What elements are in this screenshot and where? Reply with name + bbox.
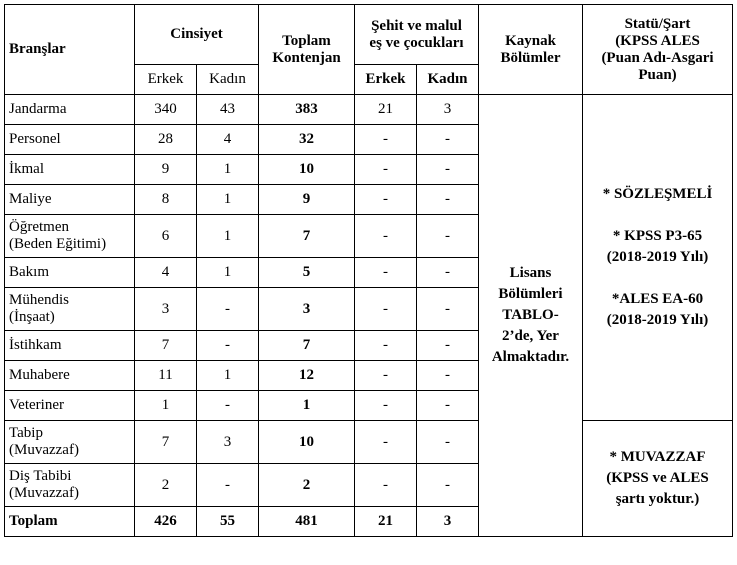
cell-brans <box>5 391 135 421</box>
brans-line: Mühendis <box>9 292 69 308</box>
cell-kadin: - <box>197 331 259 361</box>
header-cinsiyet: Cinsiyet <box>135 5 259 65</box>
brans-line: (Muvazzaf) <box>9 442 79 458</box>
cell-sehit-erkek: - <box>355 215 417 258</box>
cell-sehit-kadin: 3 <box>417 95 479 125</box>
kaynak-line: TABLO- <box>502 307 559 323</box>
cell-total-sehit-erkek: 21 <box>355 507 417 537</box>
header-statu-line-2: (KPSS ALES <box>615 32 700 49</box>
kaynak-line: Bölümleri <box>498 286 563 302</box>
cell-sehit-erkek: 21 <box>355 95 417 125</box>
header-statu-line-1: Statü/Şart <box>624 15 691 32</box>
cell-sehit-kadin: - <box>417 331 479 361</box>
cell-brans <box>5 125 135 155</box>
brans-line: (Beden Eğitimi) <box>9 236 107 252</box>
statu-line: *ALES EA-60 <box>611 291 704 307</box>
cell-sehit-kadin: - <box>417 361 479 391</box>
cell-sehit-erkek: - <box>355 288 417 331</box>
cell-toplam: 2 <box>259 464 355 507</box>
table-row <box>5 421 733 464</box>
cell-erkek: 7 <box>135 331 197 361</box>
cell-sehit-kadin: - <box>417 421 479 464</box>
brans-line: Bakım <box>9 264 49 280</box>
cell-toplam: 12 <box>259 361 355 391</box>
cell-brans <box>5 361 135 391</box>
header-sehit-line-1: Şehit ve malul <box>371 17 462 34</box>
brans-line: (Muvazzaf) <box>9 485 79 501</box>
cell-brans <box>5 95 135 125</box>
cell-erkek: 6 <box>135 215 197 258</box>
statu-line: (KPSS ve ALES <box>606 470 709 486</box>
cell-erkek: 7 <box>135 421 197 464</box>
kontenjan-table <box>4 4 733 537</box>
cell-toplam: 10 <box>259 155 355 185</box>
header-kaynak-line-2: Bölümler <box>500 49 561 66</box>
cell-kadin: 4 <box>197 125 259 155</box>
statu-line: şartı yoktur.) <box>615 491 700 507</box>
cell-toplam: 383 <box>259 95 355 125</box>
cell-sehit-kadin: - <box>417 258 479 288</box>
cell-total-sehit-kadin: 3 <box>417 507 479 537</box>
cell-kadin: 1 <box>197 155 259 185</box>
header-sehit <box>355 5 479 65</box>
cell-toplam: 3 <box>259 288 355 331</box>
cell-brans <box>5 215 135 258</box>
cell-sehit-erkek: - <box>355 421 417 464</box>
header-sehit-kadin: Kadın <box>417 65 479 95</box>
cell-toplam: 32 <box>259 125 355 155</box>
cell-sehit-kadin: - <box>417 185 479 215</box>
cell-total-erkek: 426 <box>135 507 197 537</box>
table-row <box>5 95 733 125</box>
cell-erkek: 28 <box>135 125 197 155</box>
brans-line: İkmal <box>9 161 44 177</box>
cell-sehit-erkek: - <box>355 361 417 391</box>
cell-toplam: 1 <box>259 391 355 421</box>
cell-sehit-kadin: - <box>417 215 479 258</box>
brans-line: Veteriner <box>9 397 64 413</box>
brans-line: Diş Tabibi <box>9 468 72 484</box>
cell-sehit-kadin: - <box>417 391 479 421</box>
header-kaynak-line-1: Kaynak <box>505 32 556 49</box>
brans-line: Jandarma <box>9 101 67 117</box>
cell-kadin: 1 <box>197 185 259 215</box>
cell-kadin: - <box>197 391 259 421</box>
statu-line: * MUVAZZAF <box>609 449 706 465</box>
header-branslar: Branşlar <box>5 5 135 95</box>
cell-kadin: - <box>197 464 259 507</box>
statu-line: * KPSS P3-65 <box>612 228 703 244</box>
cell-sehit-erkek: - <box>355 155 417 185</box>
cell-total-label: Toplam <box>5 507 135 537</box>
cell-sehit-erkek: - <box>355 331 417 361</box>
cell-toplam: 5 <box>259 258 355 288</box>
cell-brans <box>5 464 135 507</box>
brans-line: (İnşaat) <box>9 309 55 325</box>
cell-toplam: 10 <box>259 421 355 464</box>
cell-kadin: 1 <box>197 361 259 391</box>
cell-brans <box>5 185 135 215</box>
cell-sehit-erkek: - <box>355 391 417 421</box>
cell-sehit-kadin: - <box>417 125 479 155</box>
kaynak-line: Lisans <box>509 265 552 281</box>
header-kadin: Kadın <box>197 65 259 95</box>
brans-line: Muhabere <box>9 367 70 383</box>
statu-spacer <box>587 205 728 226</box>
brans-line: Maliye <box>9 191 52 207</box>
header-toplam-kontenjan <box>259 5 355 95</box>
header-kaynak <box>479 5 583 95</box>
brans-line: Öğretmen <box>9 219 69 235</box>
cell-sehit-kadin: - <box>417 288 479 331</box>
cell-statu-muvazzaf <box>583 421 733 537</box>
header-statu <box>583 5 733 95</box>
brans-line: Tabip <box>9 425 43 441</box>
statu-line: (2018-2019 Yılı) <box>606 249 709 265</box>
cell-erkek: 3 <box>135 288 197 331</box>
statu-line: (2018-2019 Yılı) <box>606 312 709 328</box>
cell-kadin: 3 <box>197 421 259 464</box>
cell-toplam: 7 <box>259 331 355 361</box>
cell-brans <box>5 288 135 331</box>
header-sehit-line-2: eş ve çocukları <box>369 34 464 51</box>
cell-erkek: 4 <box>135 258 197 288</box>
cell-kaynak-bolumler <box>479 95 583 537</box>
header-toplam-line-2: Kontenjan <box>272 49 341 66</box>
cell-sehit-erkek: - <box>355 464 417 507</box>
brans-line: İstihkam <box>9 337 62 353</box>
cell-kadin: 43 <box>197 95 259 125</box>
cell-toplam: 7 <box>259 215 355 258</box>
cell-toplam: 9 <box>259 185 355 215</box>
cell-erkek: 2 <box>135 464 197 507</box>
cell-erkek: 340 <box>135 95 197 125</box>
kaynak-line: 2’de, Yer <box>502 328 559 344</box>
cell-kadin: 1 <box>197 258 259 288</box>
brans-line: Personel <box>9 131 61 147</box>
cell-erkek: 1 <box>135 391 197 421</box>
cell-kadin: 1 <box>197 215 259 258</box>
kaynak-line: Almaktadır. <box>491 349 570 365</box>
header-toplam-line-1: Toplam <box>282 32 331 49</box>
cell-brans <box>5 155 135 185</box>
cell-sehit-erkek: - <box>355 185 417 215</box>
cell-erkek: 11 <box>135 361 197 391</box>
header-sehit-erkek: Erkek <box>355 65 417 95</box>
cell-total-toplam: 481 <box>259 507 355 537</box>
header-statu-line-4: Puan) <box>638 66 677 83</box>
header-erkek: Erkek <box>135 65 197 95</box>
cell-statu-sozlesmeli <box>583 95 733 421</box>
cell-brans <box>5 331 135 361</box>
cell-brans <box>5 421 135 464</box>
cell-sehit-kadin: - <box>417 464 479 507</box>
cell-sehit-erkek: - <box>355 258 417 288</box>
cell-erkek: 9 <box>135 155 197 185</box>
statu-spacer <box>587 268 728 289</box>
cell-erkek: 8 <box>135 185 197 215</box>
cell-kadin: - <box>197 288 259 331</box>
cell-sehit-erkek: - <box>355 125 417 155</box>
cell-total-kadin: 55 <box>197 507 259 537</box>
statu-line: * SÖZLEŞMELİ <box>602 186 713 202</box>
cell-sehit-kadin: - <box>417 155 479 185</box>
header-statu-line-3: (Puan Adı-Asgari <box>601 49 714 66</box>
cell-brans <box>5 258 135 288</box>
